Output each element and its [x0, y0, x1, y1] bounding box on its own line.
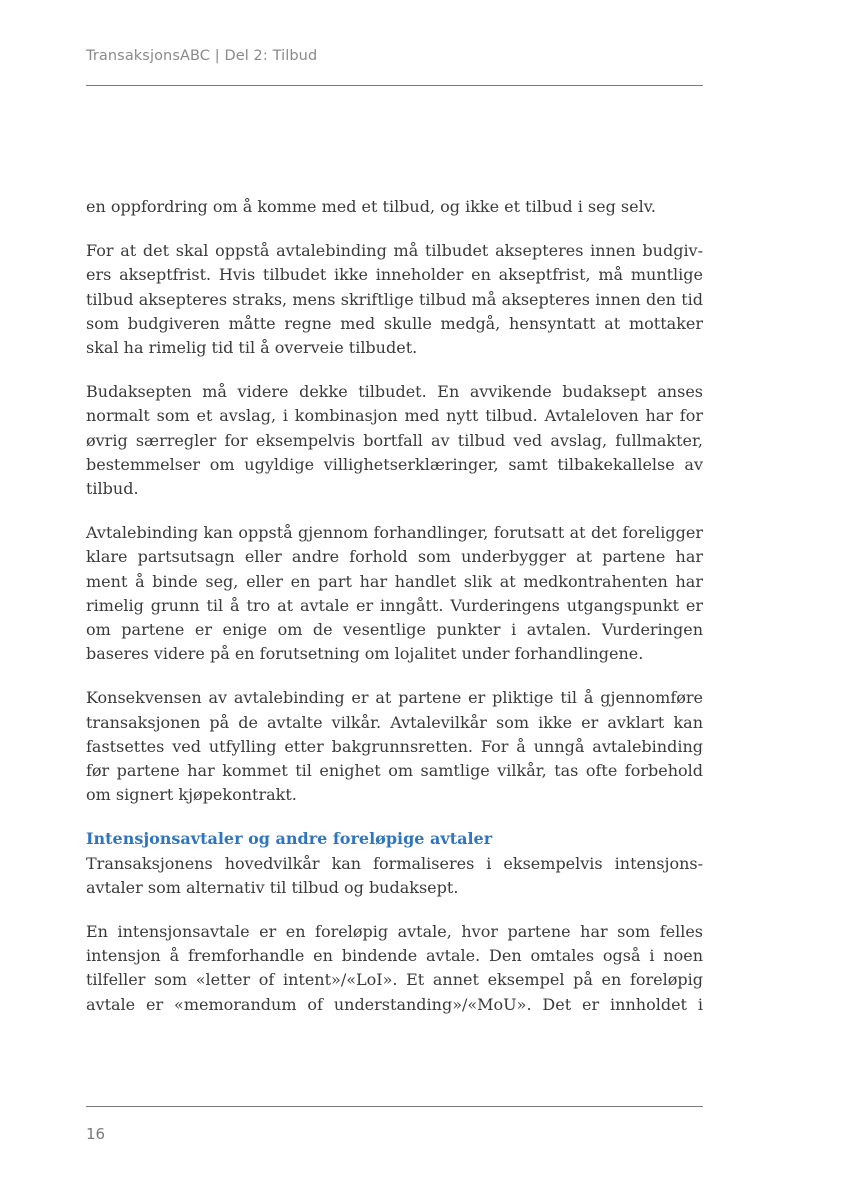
paragraph: For at det skal oppstå avtalebinding må tilbudet aksepteres innen budgivers akseptfrist. Hvis tilbudet ikke inneholder en akseptfrist, må muntlige tilbud aksepteres straks, mens skriftlige tilbud må aksepteres innen den tid som budgiveren måtte regne med skulle medgå, hensyntatt at mottaker skal ha rimelig tid til å overveie tilbudet. — [86, 241, 703, 358]
section-heading: Intensjonsavtaler og andre foreløpige avtaler — [86, 829, 493, 849]
paragraph: En intensjonsavtale er en foreløpig avtale, hvor partene har som felles intensjon å fremforhandle en bindende avtale. Den omtales også i noen tilfeller som «letter of intent»/«LoI». Et annet eksempel på en foreløpig avtale er «memorandum of understanding»/«MoU». Det er innholdet i — [86, 922, 703, 1014]
footer-divider — [86, 1106, 703, 1107]
paragraph: Avtalebinding kan oppstå gjennom forhandlinger, forutsatt at det foreligger klare partsutsagn eller andre forhold som underbygger at partene har ment å binde seg, eller en part har handlet slik at medkontrahenten har rimelig grunn til å tro at avtale er inngått. Vurderingens utgangspunkt er om partene er enige om de vesentlige punkter i avtalen. Vurderingen baseres videre på en forutsetning om lojalitet under forhandlingene. — [86, 523, 703, 664]
paragraph: Konsekvensen av avtalebinding er at partene er pliktige til å gjennomføre transaksjonen på de avtalte vilkår. Avtalevilkår som ikke er avklart kan fastsettes ved utfylling etter bakgrunnsretten. For å unngå avtalebinding før partene har kommet til enighet om samtlige vilkår, tas ofte forbehold om signert kjøpekontrakt. — [86, 688, 703, 805]
body-text — [86, 195, 703, 1037]
paragraph: Transaksjonens hovedvilkår kan formaliseres i eksempelvis intensjonsavtaler som alternativ til tilbud og budaksept. — [86, 853, 703, 897]
page-number: 16 — [86, 1125, 106, 1143]
paragraph: en oppfordring om å komme med et tilbud, og ikke et tilbud i seg selv. — [86, 197, 656, 216]
header-divider — [86, 85, 703, 86]
running-header: TransaksjonsABC | Del 2: Tilbud — [86, 48, 318, 64]
paragraph: Budaksepten må videre dekke tilbudet. En avvikende budaksept anses normalt som et avslag, i kombinasjon med nytt tilbud. Avtaleloven har for øvrig særregler for eksempelvis bortfall av tilbud ved avslag, fullmakter, bestemmelser om ugyldige villighetserklæringer, samt tilbakekallelse av tilbud. — [86, 382, 703, 499]
